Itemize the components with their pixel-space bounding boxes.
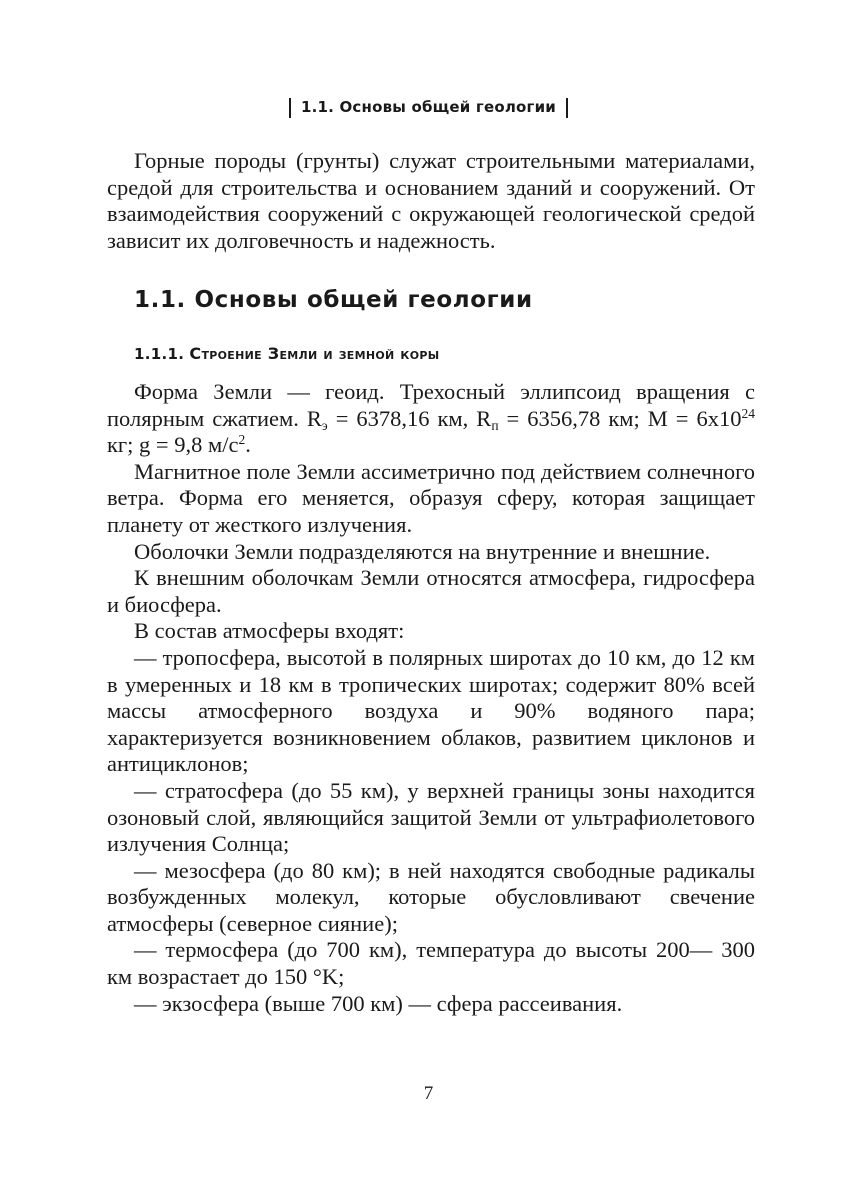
subsection-number: 1.1.1. xyxy=(134,345,185,363)
intro-block xyxy=(107,148,755,254)
earth-shape-text-4: кг; g = 9,8 м/с xyxy=(107,432,239,458)
section-title: Основы общей геологии xyxy=(194,287,533,313)
list-item-mesosphere: — мезосфера (до 80 км); в ней находятся свободные радикалы возбужденных молекул, которые обусловливают свечение атмосферы (северное сияние); xyxy=(107,857,755,936)
running-head-title: 1.1. Основы общей геологии xyxy=(300,98,556,116)
running-head-right-rule xyxy=(566,98,568,118)
earth-shape-text-2: = 6378,16 км, R xyxy=(327,405,492,431)
main-text xyxy=(107,379,755,1017)
paragraph-magnetic-field: Магнитное поле Земли ассиметрично под действием солнечного ветра. Форма его меняется, образуя сферу, которая защищает планету от жесткого излучения. xyxy=(107,458,755,537)
list-item-stratosphere: — стратосфера (до 55 км), у верхней границы зоны находится озоновый слой, являющийся защитой Земли от ультрафиолетового излучения Солнца; xyxy=(107,777,755,857)
paragraph-earth-shape xyxy=(107,379,755,459)
equatorial-radius-subscript: э xyxy=(321,417,328,433)
intro-paragraph: Горные породы (грунты) служат строительными материалами, средой для строительства и основанием зданий и сооружений. От взаимодействия сооружений с окружающей геологической средой зависит их долговечность и надежность. xyxy=(107,148,755,253)
section-heading xyxy=(134,285,533,315)
running-head-left-rule xyxy=(289,98,291,118)
subsection-title: Строение Земли и земной коры xyxy=(189,344,440,363)
earth-shape-text-5: . xyxy=(245,432,251,458)
earth-shape-text-1: Форма Земли — геоид. Трехосный эллипсоид вращения с полярным сжатием. R xyxy=(107,379,755,431)
section-number: 1.1. xyxy=(134,287,186,313)
page-number: 7 xyxy=(423,1083,434,1104)
polar-radius-subscript: п xyxy=(491,417,499,433)
subsection-heading xyxy=(134,342,439,367)
list-item-exosphere: — экзосфера (выше 700 км) — сфера рассеивания. xyxy=(134,990,623,1016)
paragraph-outer-shells: К внешним оболочкам Земли относятся атмосфера, гидросфера и биосфера. xyxy=(107,565,755,617)
earth-shape-text-3: = 6356,78 км; M = 6x10 xyxy=(498,405,742,431)
running-head xyxy=(0,95,857,119)
paragraph-atmosphere-intro: В состав атмосферы входят: xyxy=(134,618,405,644)
paragraph-shells: Оболочки Земли подразделяются на внутренние и внешние. xyxy=(134,538,711,564)
gravity-exponent: 2 xyxy=(238,432,246,448)
mass-exponent: 24 xyxy=(741,405,755,421)
list-item-troposphere: — тропосфера, высотой в полярных широтах до 10 км, до 12 км в умеренных и 18 км в тропических широтах; содержит 80% всей массы атмосферного воздуха и 90% водяного пара; характеризуется возникновением облаков, развитием циклонов и антициклонов; xyxy=(107,644,755,777)
list-item-thermosphere: — термосфера (до 700 км), температура до высоты 200— 300 км возрастает до 150 °K; xyxy=(107,937,755,990)
